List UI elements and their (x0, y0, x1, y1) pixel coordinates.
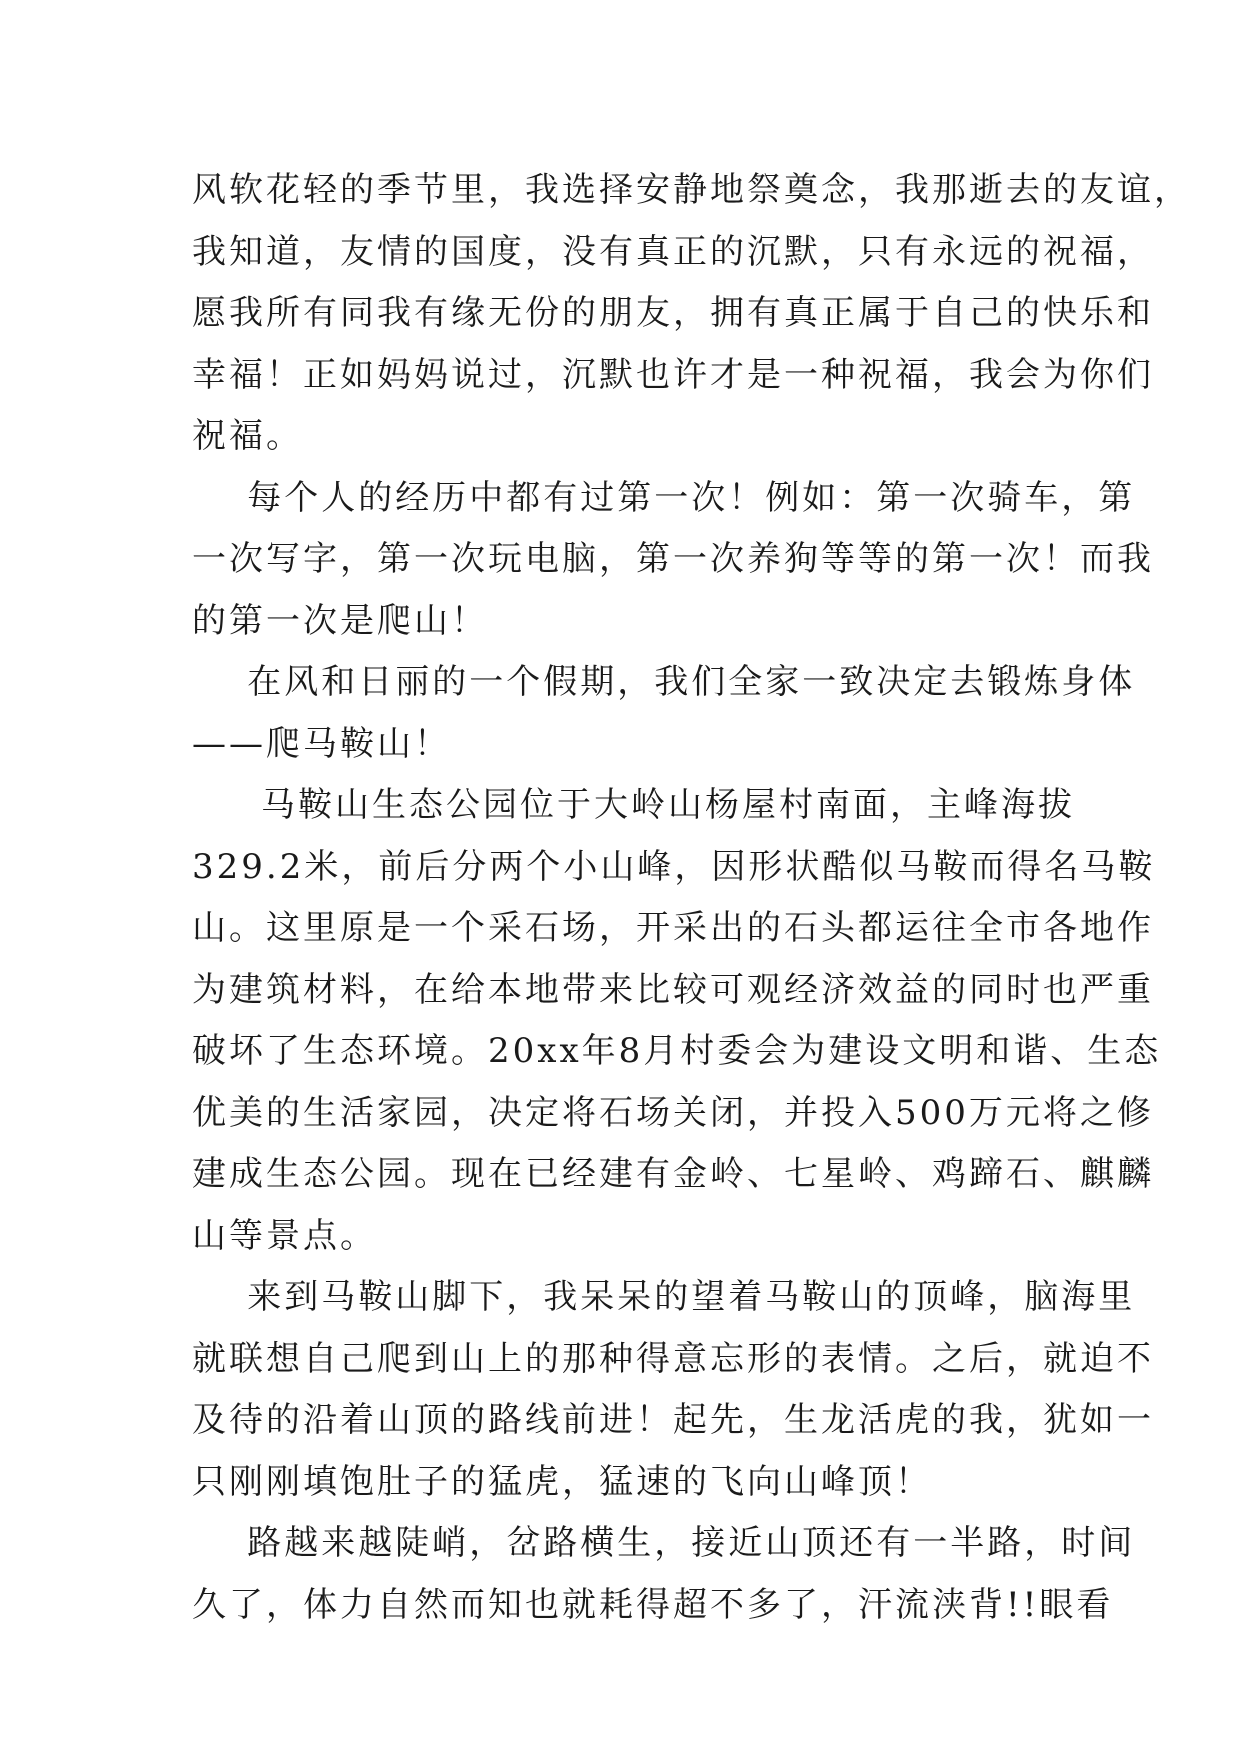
text-line: 山。这里原是一个采石场，开采出的石头都运往全市各地作 (192, 908, 1154, 948)
text-line: 每个人的经历中都有过第一次！例如：第一次骑车，第 (192, 477, 1136, 518)
text-line: 建成生态公园。现在已经建有金岭、七星岭、鸡蹄石、麒麟 (192, 1154, 1154, 1194)
text-line: 久了，体力自然而知也就耗得超不多了，汗流浃背!!眼看 (192, 1584, 1114, 1625)
text-line: 就联想自己爬到山上的那种得意忘形的表情。之后，就迫不 (192, 1338, 1154, 1379)
text-line: 我知道，友情的国度，没有真正的沉默，只有永远的祝福， (192, 231, 1154, 272)
text-line: 愿我所有同我有缘无份的朋友，拥有真正属于自己的快乐和 (192, 293, 1154, 333)
text-line: ——爬马鞍山！ (192, 723, 451, 764)
text-line: 马鞍山生态公园位于大岭山杨屋村南面，主峰海拔 (192, 785, 1076, 825)
text-line: 329.2米，前后分两个小山峰，因形状酷似马鞍而得名马鞍 (192, 846, 1156, 887)
text-line: 只刚刚填饱肚子的猛虎，猛速的飞向山峰顶！ (192, 1461, 932, 1502)
text-line: 山等景点。 (192, 1215, 377, 1256)
text-line: 在风和日丽的一个假期，我们全家一致决定去锻炼身体 (192, 662, 1136, 702)
body-text (192, 160, 1191, 1636)
text-line: 的第一次是爬山！ (192, 600, 488, 641)
text-line: 祝福。 (192, 416, 303, 456)
text-line: 一次写字，第一次玩电脑，第一次养狗等等的第一次！而我 (192, 539, 1154, 579)
text-line: 为建筑材料，在给本地带来比较可观经济效益的同时也严重 (192, 969, 1154, 1010)
text-line: 幸福！正如妈妈说过，沉默也许才是一种祝福，我会为你们 (192, 354, 1154, 395)
text-line: 破坏了生态环境。20xx年8月村委会为建设文明和谐、生态 (192, 1031, 1162, 1071)
text-line: 优美的生活家园，决定将石场关闭，并投入500万元将之修 (192, 1092, 1154, 1133)
text-line: 风软花轻的季节里，我选择安静地祭奠念，我那逝去的友谊， (192, 170, 1191, 210)
text-line: 路越来越陡峭，岔路横生，接近山顶还有一半路，时间 (192, 1523, 1136, 1563)
text-line: 及待的沿着山顶的路线前进！起先，生龙活虎的我，犹如一 (192, 1400, 1154, 1440)
text-line: 来到马鞍山脚下，我呆呆的望着马鞍山的顶峰，脑海里 (192, 1277, 1136, 1317)
